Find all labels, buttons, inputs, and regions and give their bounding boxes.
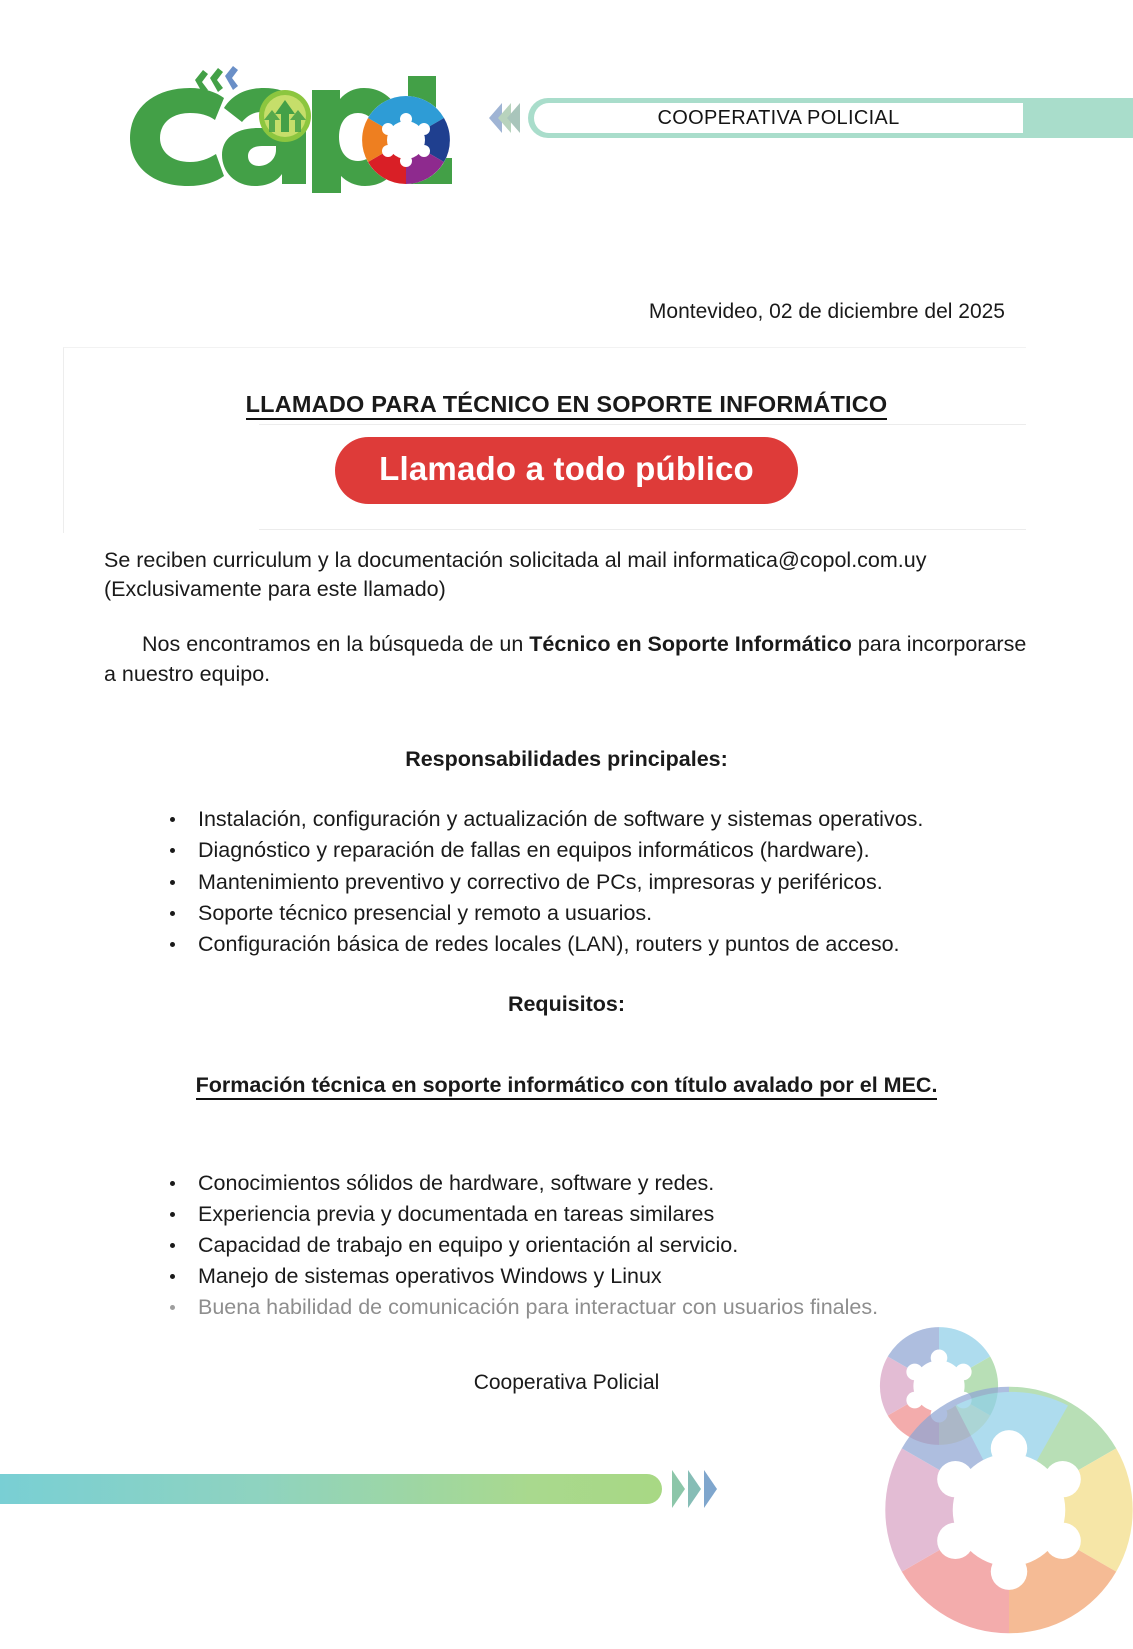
search-text-before: Nos encontramos en la búsqueda de un [142, 632, 530, 657]
intro-line-2: (Exclusivamente para este llamado) [104, 577, 446, 602]
spacer [104, 1019, 1029, 1049]
search-role-bold: Técnico en Soporte Informático [529, 632, 852, 657]
list-item: Mantenimiento preventivo y correctivo de PCs, impresoras y periféricos. [198, 867, 1029, 898]
responsibilities-list [104, 804, 1029, 960]
list-item: Manejo de sistemas operativos Windows y Linux [198, 1261, 1029, 1292]
signature: Cooperativa Policial [473, 1371, 660, 1395]
spacer [104, 774, 1029, 804]
puzzle-wheel-large-icon [875, 1376, 1133, 1644]
search-text-after: para incorporarse a nuestro equipo. [104, 632, 1027, 686]
spacer [104, 1122, 1029, 1168]
spacer [104, 699, 1029, 745]
header-chevrons [493, 103, 520, 133]
chevron-right-icon [688, 1470, 701, 1508]
requirements-list [104, 1168, 1029, 1324]
list-item: Capacidad de trabajo en equipo y orientación al servicio. [198, 1230, 1029, 1261]
status-badge: Llamado a todo público [335, 437, 798, 504]
footer-gradient-bar [0, 1474, 662, 1504]
chevron-right-icon [704, 1470, 717, 1508]
mec-requirement-text: Formación técnica en soporte informático con título avalado por el MEC. [196, 1073, 938, 1100]
chevron-left-icon [507, 103, 520, 133]
badge-container [0, 437, 1133, 504]
banner-pill [528, 98, 1133, 138]
header-banner [493, 96, 1133, 140]
page-title [0, 345, 1133, 418]
page-header [0, 0, 1133, 230]
list-item: Instalación, configuración y actualización de software y sistemas operativos. [198, 804, 1029, 835]
intro-paragraph [104, 546, 1029, 604]
footer-chevrons [672, 1470, 717, 1508]
requirements-heading: Requisitos: [507, 992, 626, 1017]
list-item: Buena habilidad de comunicación para interactuar con usuarios finales. [198, 1292, 1029, 1323]
spacer [104, 614, 1029, 630]
page-title-text: LLAMADO PARA TÉCNICO EN SOPORTE INFORMÁTICO [246, 391, 888, 420]
intro-line-1: Se reciben curriculum y la documentación solicitada al mail informatica@copol.com.uy [104, 548, 927, 572]
copol-logo [112, 58, 452, 193]
mec-requirement [104, 1071, 1029, 1100]
date-line: Montevideo, 02 de diciembre del 2025 [648, 300, 1005, 323]
list-item: Experiencia previa y documentada en tareas similares [198, 1199, 1029, 1230]
list-item: Configuración básica de redes locales (LAN), routers y puntos de acceso. [198, 929, 1029, 960]
search-paragraph [104, 630, 1029, 688]
document-body [0, 546, 1133, 1398]
spacer [104, 960, 1029, 990]
list-item: Conocimientos sólidos de hardware, software y redes. [198, 1168, 1029, 1199]
responsibilities-heading: Responsabilidades principales: [405, 746, 728, 771]
chevron-right-icon [672, 1470, 685, 1508]
banner-title: COOPERATIVA POLICIAL [657, 106, 900, 129]
list-item: Soporte técnico presencial y remoto a usuarios. [198, 898, 1029, 929]
list-item: Diagnóstico y reparación de fallas en equipos informáticos (hardware). [198, 835, 1029, 866]
banner-inner [534, 103, 1023, 133]
